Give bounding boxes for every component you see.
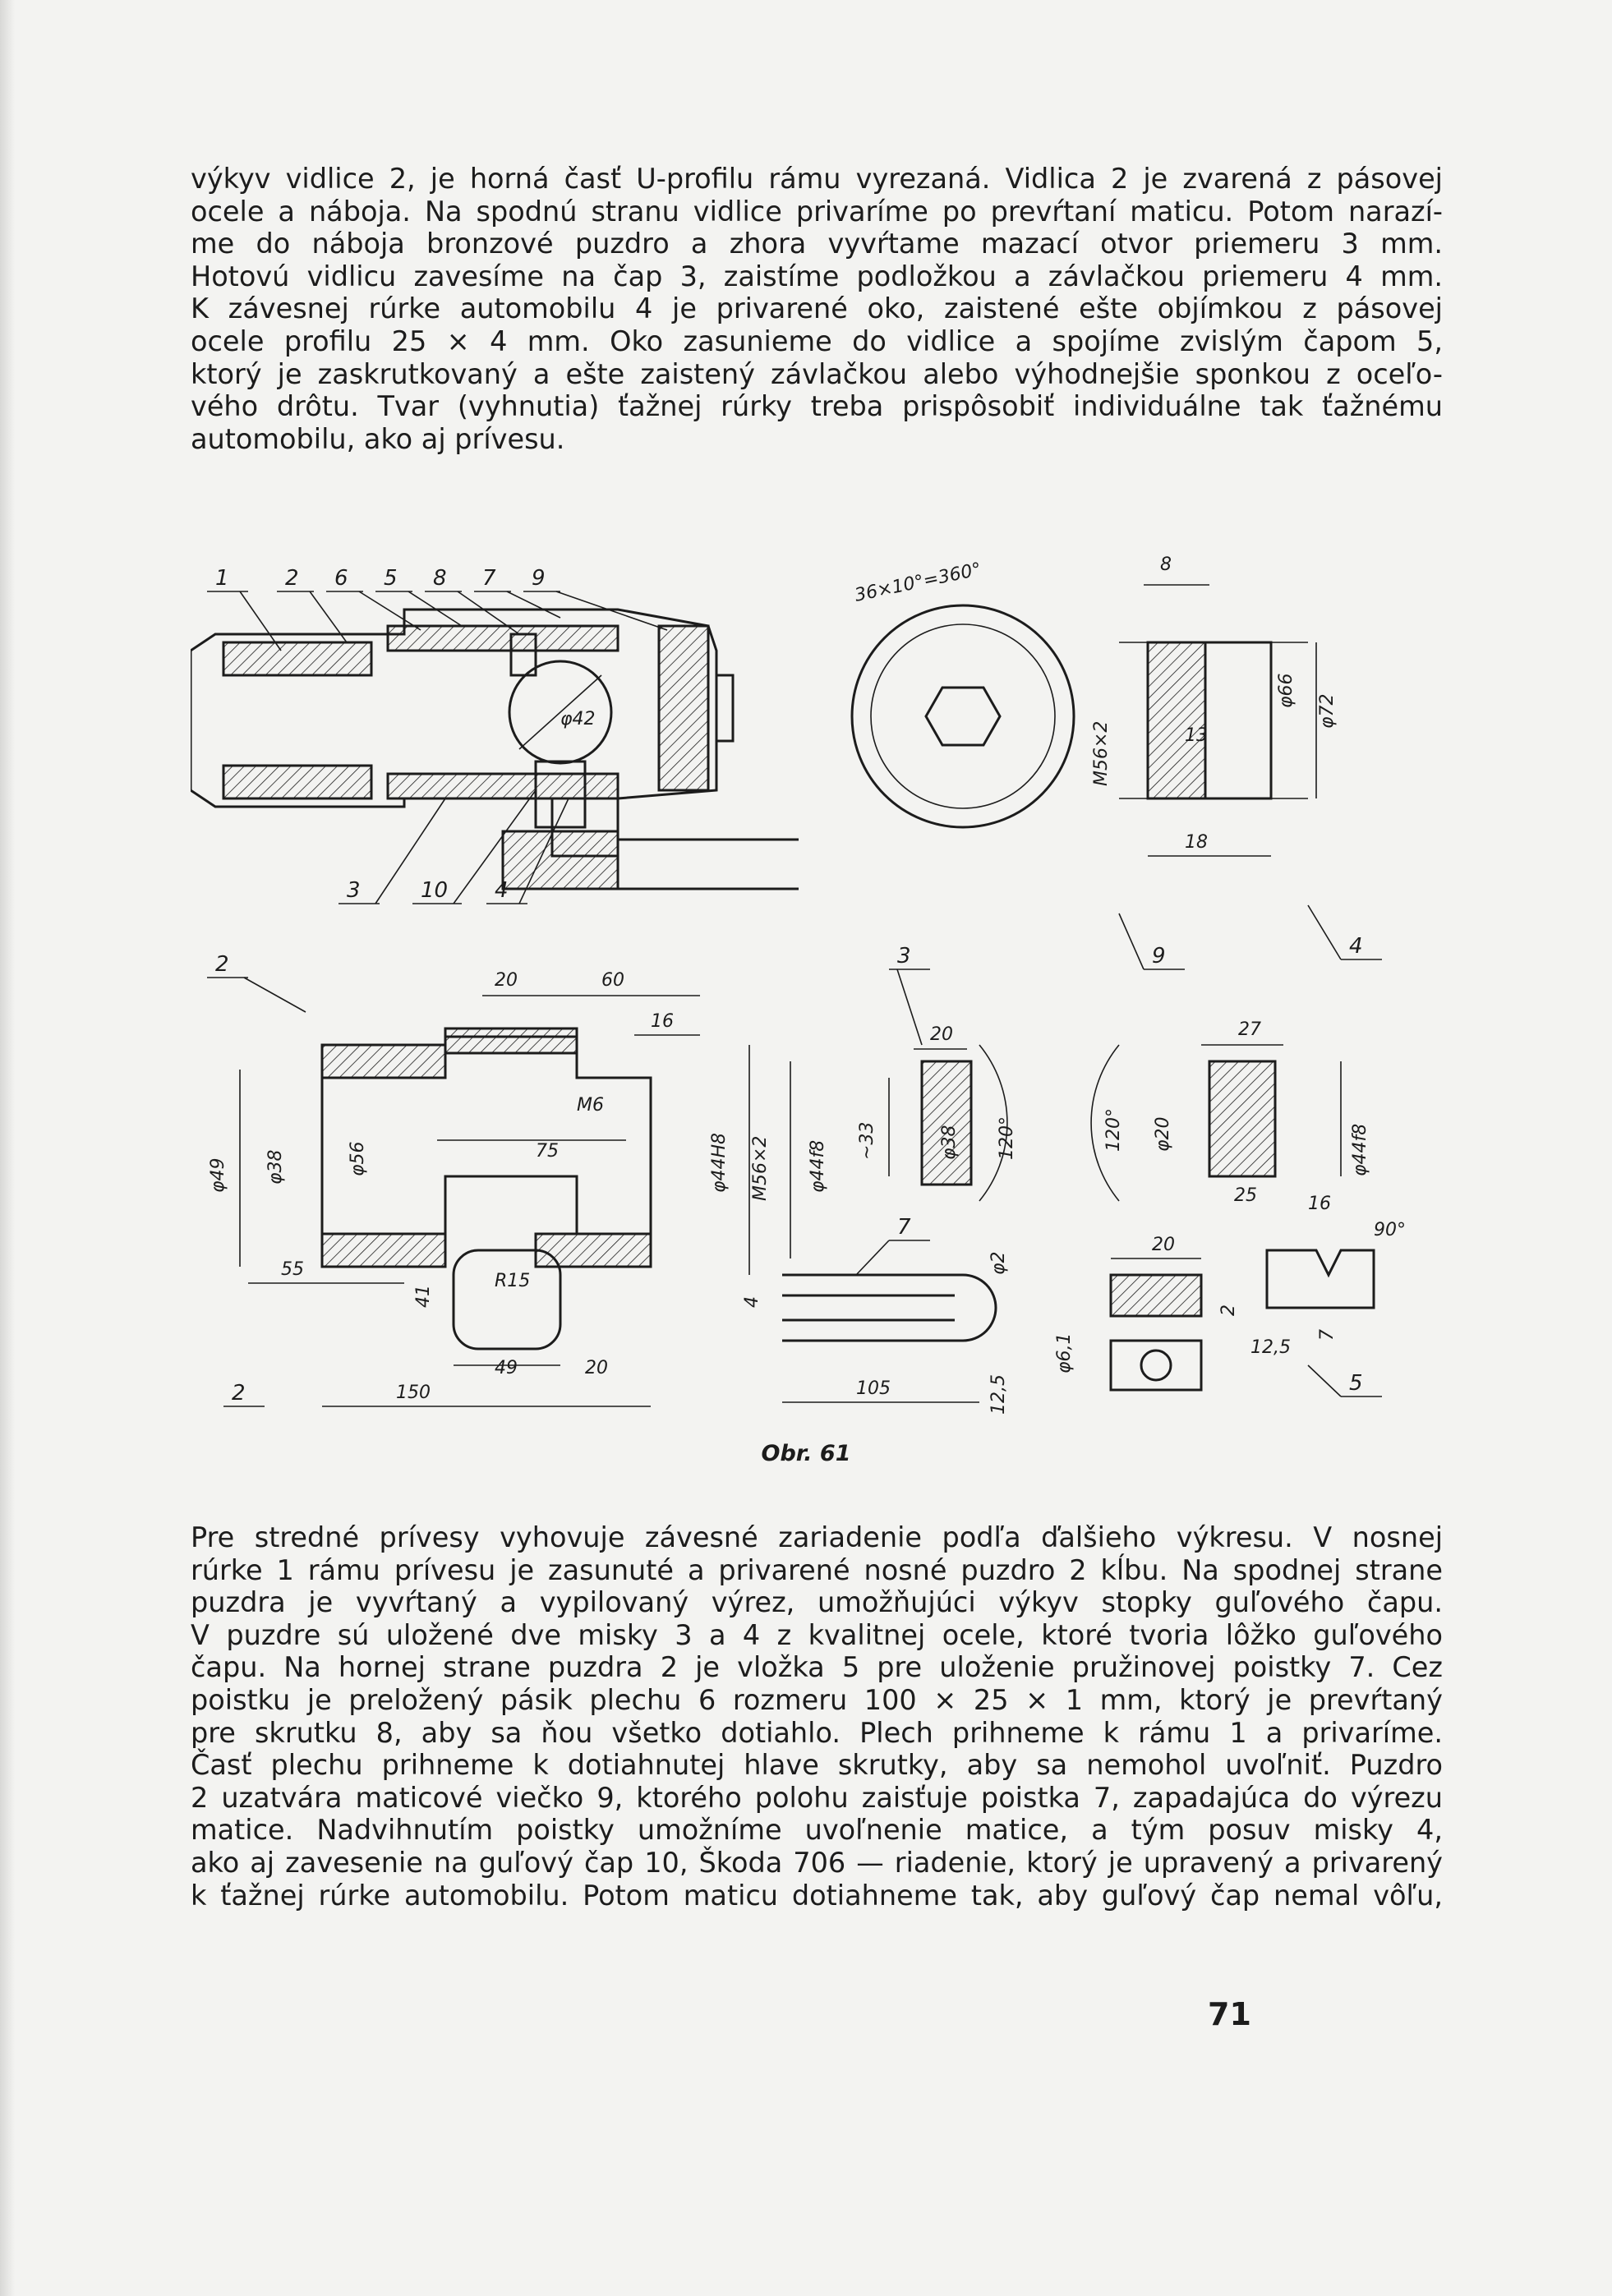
label-part-5b: 5 [1349,1371,1363,1396]
dim-7: 7 [1317,1329,1338,1341]
cup-part-3-drawing [857,944,1017,1201]
text-line: poistku je preložený pásik plechu 6 rozmeru 100 × 25 × 1 mm, ktorý je prevŕtaný [191,1683,1443,1716]
hatched-wall-bottom [223,766,371,798]
text-line: matice. Nadvihnutím poistky umožníme uvoľnenie matice, a tým posuv misky 4, [191,1814,1443,1847]
text-line: V puzdre sú uložené dve misky 3 a 4 z kvalitnej ocele, ktoré tvoria lôžko guľového [191,1618,1443,1651]
dim-27: 27 [1238,1019,1261,1040]
cap-nut-inner-circle [871,624,1055,808]
dim-18: 18 [1185,832,1208,853]
technical-drawing [191,552,1439,1479]
text-line: ktorý je zaskrutkovaný a ešte zaistený závlačkou alebo výhodnejšie sponkou z oceľo- [191,357,1443,390]
label-part-2b: 2 [215,952,229,977]
text-line: Hotovú vidlicu zavesíme na čap 3, zaistíme podložkou a závlačkou priemeru 4 mm. [191,260,1443,292]
text-line: pre skrutku 8, aby sa ňou všetko dotiahlo. Plech prihneme k rámu 1 a privaríme. [191,1716,1443,1749]
dim-dia38: φ38 [265,1149,286,1185]
text-line: automobilu, ako aj prívesu. [191,422,565,455]
dim-60: 60 [601,970,624,991]
dim-2: 2 [1218,1304,1239,1316]
insert-hole [1141,1350,1171,1380]
dim-dia72: φ72 [1317,693,1338,729]
hatched-cap-nut [659,626,708,790]
text-line: ocele a náboja. Na spodnú stranu vidlice privaríme po prevŕtaní maticu. Potom narazí- [191,195,1443,228]
text-line: výkyv vidlice 2, je horná časť U-profilu rámu vyrezaná. Vidlica 2 je zvarená z pásovej [191,163,1443,195]
label-part-8: 8 [433,566,447,591]
dim-16a: 16 [651,1011,674,1032]
label-part-4b: 4 [1349,934,1363,959]
label-part-2c: 2 [232,1381,246,1406]
cap-nut-views [852,554,1338,856]
dim-150: 150 [396,1383,431,1403]
label-part-3b: 3 [897,944,911,969]
dim-12-5-clip: 12,5 [988,1374,1009,1415]
dim-12-5-insert: 12,5 [1250,1337,1291,1358]
hatched-wall-top [223,642,371,675]
dim-41: 41 [413,1285,434,1308]
dim-25: 25 [1234,1185,1257,1206]
dim-8: 8 [1160,554,1172,575]
housing-wall-top [322,1045,445,1078]
dim-20a: 20 [495,970,518,991]
figure-caption: Obr. 61 [761,1441,851,1466]
label-part-10: 10 [421,878,449,903]
text-line: K závesnej rúrke automobilu 4 je privarené oko, zaistené ešte objímkou z pásovej [191,292,1443,325]
text-line: Pre stredné prívesy vyhovuje závesné zariadenie podľa ďalšieho výkresu. V nosnej [191,1521,1443,1553]
dim-r15: R15 [495,1271,531,1291]
spring-clip-part-7-drawing [742,1215,1075,1415]
label-part-1: 1 [215,566,229,591]
insert-side-view [1267,1250,1374,1308]
label-part-4: 4 [495,878,509,903]
housing-part-2-drawing [207,952,828,1406]
insert-part-5-drawing [1111,1235,1382,1396]
dim-dia56: φ56 [348,1141,368,1176]
text-line: Časť plechu prihneme k dotiahnutej hlave skrutky, aby sa nemohol uvoľniť. Puzdro [191,1749,1443,1782]
text-line: puzdra je vyvŕtaný a vypilovaný výrez, umožňujúci výkyv stopky guľového čapu. [191,1586,1443,1619]
cap-nut-side-section [1148,642,1205,798]
label-part-6: 6 [334,566,348,591]
dim-dia49: φ49 [208,1157,228,1193]
dim-4: 4 [742,1296,762,1308]
insert-bottom-view [1111,1341,1201,1390]
text-line: me do náboja bronzové puzdro a zhora vyvŕtame mazací otvor priemeru 3 mm. [191,228,1443,260]
page-number: 71 [1208,1996,1251,2032]
text-line: k ťažnej rúrke automobilu. Potom maticu dotiahneme tak, aby guľový čap nemal vôľu, [191,1879,1443,1912]
dim-105: 105 [856,1378,891,1399]
label-part-9: 9 [532,566,546,591]
dim-75: 75 [536,1141,559,1162]
dim-90: 90° [1374,1220,1406,1240]
housing-boss-top [445,1028,577,1053]
housing-wall-bottom-right [536,1234,651,1267]
dim-dia44h8: φ44H8 [709,1132,730,1193]
cup-part-4-drawing [1091,905,1406,1240]
dim-dia42: φ42 [560,709,596,729]
dim-dia2: φ2 [988,1251,1009,1275]
dim-m56x2-nut: M56×2 [1091,720,1112,786]
text-line: ocele profilu 25 × 4 mm. Oko zasunieme do vidlice a spojíme zvislým čapom 5, [191,324,1443,357]
dim-16b: 16 [1308,1194,1331,1214]
cap-nut-front-circle [852,605,1074,827]
dim-m56x2-housing: M56×2 [750,1135,771,1201]
dim-dia66: φ66 [1276,673,1297,708]
label-part-5: 5 [384,566,398,591]
dim-120-cup4: 120° [1103,1108,1124,1152]
label-part-7: 7 [482,566,496,591]
hex-recess [926,688,1000,745]
insert-top-section [1111,1275,1201,1316]
dim-dia20: φ20 [1153,1116,1173,1152]
label-part-7b: 7 [897,1215,911,1240]
dim-33: ~33 [857,1121,877,1160]
cap-nut-side-outline [1205,642,1271,798]
hatched-tow-arm [503,831,618,889]
dim-angle: 36×10°=360° [853,559,983,606]
label-part-3: 3 [347,878,361,903]
dim-20b: 20 [585,1358,608,1378]
text-line: 2 uzatvára maticové viečko 9, ktorého polohu zaisťuje poistka 7, zapadajúca do výrezu [191,1781,1443,1814]
dim-m6: M6 [577,1095,604,1116]
dim-dia38-cup3: φ38 [939,1125,960,1160]
hatched-housing-bottom [388,774,618,798]
text-line: čapu. Na hornej strane puzdra 2 je vložka 5 pre uloženie pružinovej poistky 7. Cez [191,1651,1443,1684]
hatched-housing-top [388,626,618,651]
dim-55: 55 [281,1259,304,1280]
page-edge-shadow [0,0,15,2296]
dim-dia6-1: φ6,1 [1054,1332,1075,1373]
housing-wall-bottom [322,1234,445,1267]
paragraph-1 [191,163,1443,455]
cup-3-section [922,1061,971,1185]
cup-4-section [1209,1061,1275,1176]
text-line: rúrke 1 rámu prívesu je zasunuté a privarené nosné puzdro 2 kĺbu. Na spodnej strane [191,1553,1443,1586]
dim-dia44f8: φ44f8 [808,1139,828,1193]
dim-dia44f8-cup4: φ44f8 [1350,1123,1370,1176]
dim-13: 13 [1185,725,1208,746]
paragraph-2 [191,1521,1443,1912]
text-line: vého drôtu. Tvar (vyhnutia) ťažnej rúrky treba prispôsobiť individuálne tak ťažnému [191,390,1443,423]
text-line: ako aj zavesenie na guľový čap 10, Škoda 706 — riadenie, ktorý je upravený a privarený [191,1846,1443,1879]
dim-20d: 20 [1152,1235,1175,1255]
clip-outline [782,1275,996,1341]
dim-49: 49 [495,1358,518,1378]
label-part-2: 2 [285,566,299,591]
dim-20c: 20 [930,1024,953,1045]
nut-lip [716,675,733,741]
label-part-9b: 9 [1152,944,1166,969]
dim-120-cup3: 120° [997,1116,1017,1160]
